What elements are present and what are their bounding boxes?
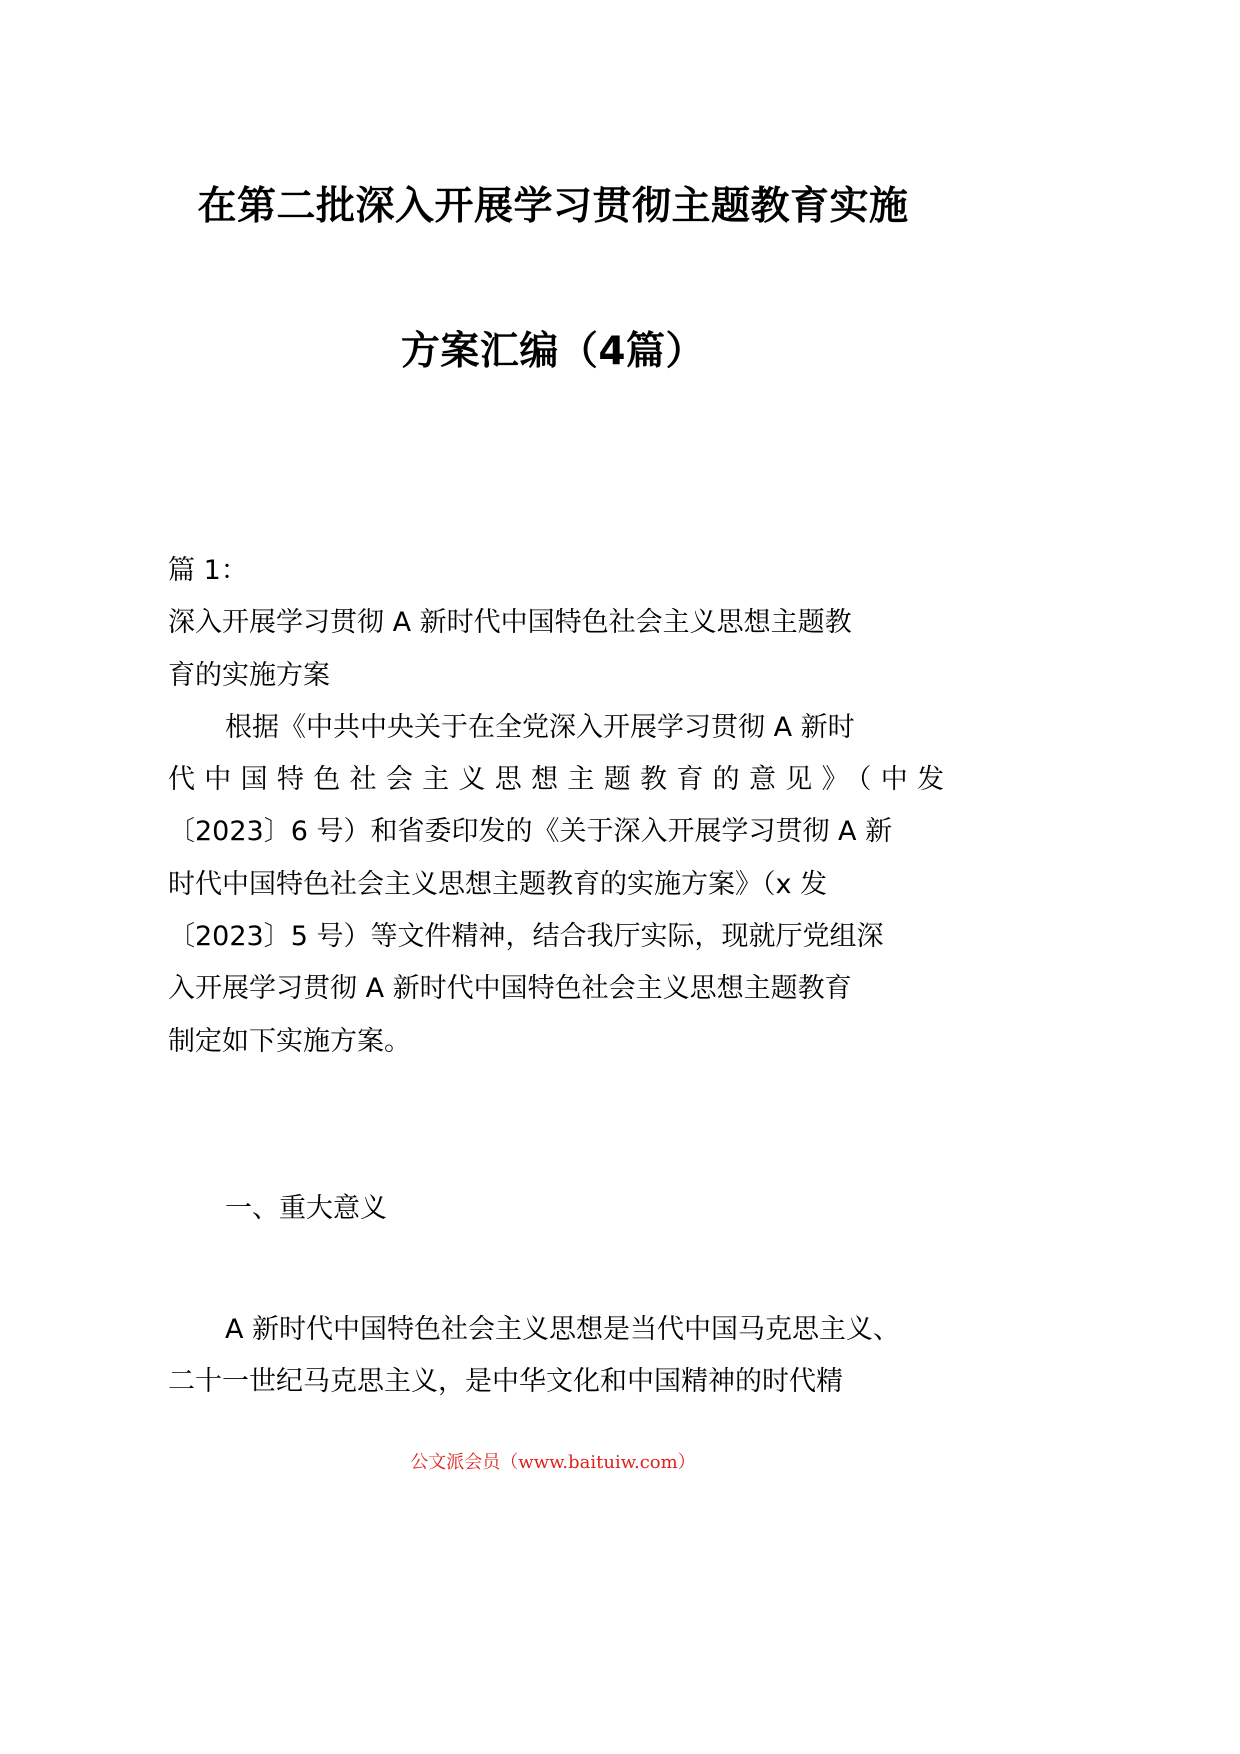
paragraph-2-block bbox=[168, 1304, 944, 1409]
document-title-line-1: 在第二批深入开展学习贯彻主题教育实施 bbox=[197, 184, 909, 229]
section-label: 篇 1： bbox=[168, 555, 248, 586]
paragraph-1-line: 入开展学习贯彻 A 新时代中国特色社会主义思想主题教育 bbox=[168, 973, 852, 1005]
paragraph-2-line: 二十一世纪马克思主义，是中华文化和中国精神的时代精 bbox=[168, 1366, 843, 1398]
footer-watermark bbox=[0, 1450, 1106, 1476]
paragraph-1-line: 〔2023〕5 号）等文件精神，结合我厅实际，现就厅党组深 bbox=[168, 921, 884, 953]
paragraph-1-line: 时代中国特色社会主义思想主题教育的实施方案》（x 发 bbox=[168, 868, 828, 900]
footer-brand: 公文派会员 bbox=[410, 1452, 501, 1473]
paragraph-2-line: A 新时代中国特色社会主义思想是当代中国马克思主义、 bbox=[225, 1314, 901, 1345]
section-block bbox=[168, 545, 944, 1068]
footer-url[interactable]: （www.baituiw.com） bbox=[500, 1452, 696, 1473]
document-title-line-2: 方案汇编（4篇） bbox=[400, 329, 706, 374]
paragraph-1-line: 制定如下实施方案。 bbox=[168, 1025, 411, 1057]
subtitle-line-2: 育的实施方案 bbox=[168, 659, 330, 691]
section-heading-block bbox=[168, 1183, 944, 1235]
section-heading: 一、重大意义 bbox=[225, 1193, 387, 1224]
paragraph-1-line: 代中国特色社会主义思想主题教育的意见》（中发 bbox=[168, 764, 944, 796]
paragraph-1-line: 〔2023〕6 号）和省委印发的《关于深入开展学习贯彻 A 新 bbox=[168, 816, 893, 848]
paragraph-1-line: 根据《中共中央关于在全党深入开展学习贯彻 A 新时 bbox=[225, 711, 855, 743]
subtitle-line-1: 深入开展学习贯彻 A 新时代中国特色社会主义思想主题教 bbox=[168, 607, 852, 639]
